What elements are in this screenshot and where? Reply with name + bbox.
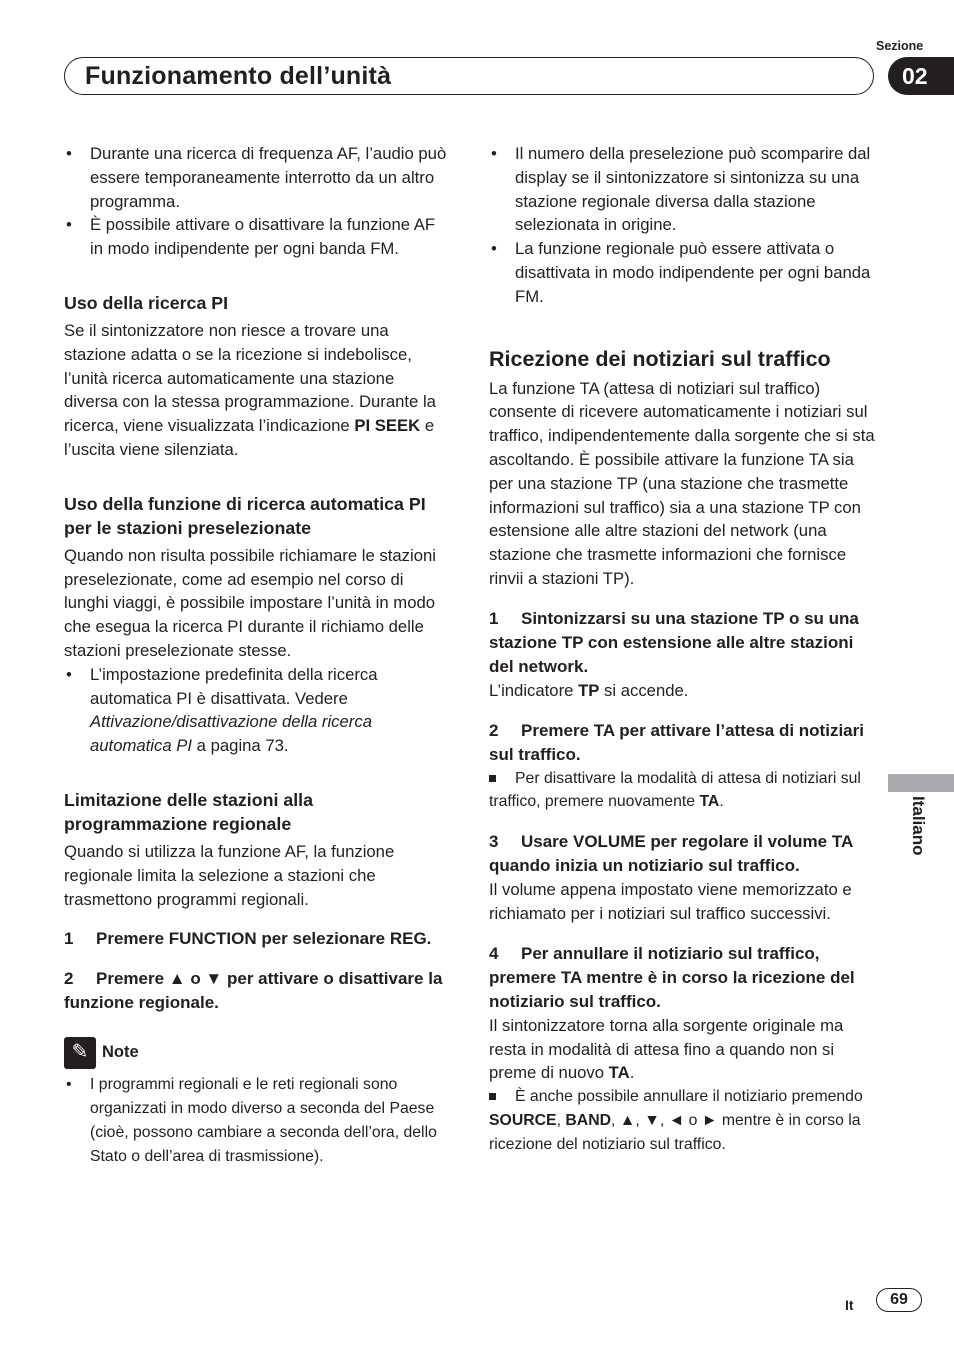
right-column xyxy=(489,142,877,1157)
square-bullet-item: È anche possibile annullare il notiziario premendo SOURCE, BAND, ▲, ▼, ◄ o ► mentre è in corso la ricezione del notiziario sul traffico. xyxy=(489,1088,863,1153)
bullet-item: • Il numero della preselezione può scomparire dal display se il sintonizzatore si sintonizza su una stazione regionale diversa dalla stazione selezionata in origine. xyxy=(489,142,877,237)
square-bullet-item: Per disattivare la modalità di attesa di notiziari sul traffico, premere nuovamente TA. xyxy=(489,769,861,811)
paragraph-auto-pi: Quando non risulta possibile richiamare le stazioni preselezionate, come ad esempio nel corso di lunghi viaggi, è possibile impostare l’unità in modo che esegua la ricerca PI durante il richiamo delle stazioni preselezionate stesse. xyxy=(64,545,436,660)
heading-traffic-news: Ricezione dei notiziari sul traffico xyxy=(489,346,831,371)
heading-regional: Limitazione delle stazioni alla programmazione regionale xyxy=(64,789,313,834)
heading-auto-pi: Uso della funzione di ricerca automatica PI per le stazioni preselezionate xyxy=(64,493,426,538)
square-bullet-icon xyxy=(489,1093,496,1100)
bullet-item: • È possibile attivare o disattivare la funzione AF in modo indipendente per ogni banda FM. xyxy=(64,213,452,261)
bullet-item: • Durante una ricerca di frequenza AF, l’audio può essere temporaneamente interrotto da un altro programma. xyxy=(64,142,452,213)
language-label: Italiano xyxy=(909,796,928,856)
step-1-result: L’indicatore TP si accende. xyxy=(489,680,689,700)
bullet-item: • La funzione regionale può essere attivata o disattivata in modo indipendente per ogni banda FM. xyxy=(489,237,877,308)
step-4: 4 Per annullare il notiziario sul traffico, premere TA mentre è in corso la ricezione del notiziario sul traffico. xyxy=(489,943,855,1011)
step-1: 1 Premere FUNCTION per selezionare REG. xyxy=(64,929,432,949)
note-bullet: • I programmi regionali e le reti regionali sono organizzati in modo diverso a seconda del Paese (cioè, possono cambiare a seconda dell’ora, dello Stato o dell’area di trasmissione). xyxy=(64,1073,452,1168)
pi-seek-indicator: PI SEEK xyxy=(354,416,421,436)
language-tab xyxy=(888,774,954,792)
header-banner xyxy=(64,57,874,95)
heading-pi-search: Uso della ricerca PI xyxy=(64,292,229,313)
left-column xyxy=(64,142,452,1169)
paragraph-pi-search: Se il sintonizzatore non riesce a trovare una stazione adatta o se la ricezione si indebolisce, l’unità ricerca automaticamente una stazione diversa con la stessa programmazione. Durante la ricerca, viene visualizzata l’indicazione PI SEEK e l’uscita viene silenziata. xyxy=(64,320,436,459)
note-header xyxy=(64,1037,452,1069)
page-number: 69 xyxy=(876,1288,922,1312)
note-label: Note xyxy=(102,1043,139,1062)
page-title: Funzionamento dell’unità xyxy=(85,62,392,90)
step-2: 2 Premere ▲ o ▼ per attivare o disattivare la funzione regionale. xyxy=(64,969,443,1013)
bullet-item: • L’impostazione predefinita della ricerca automatica PI è disattivata. Vedere Attivazione/disattivazione della ricerca automatica PI a pagina 73. xyxy=(64,663,452,758)
step-4-result: Il sintonizzatore torna alla sorgente originale ma resta in modalità di attesa fino a quando non si preme di nuovo TA. xyxy=(489,1015,844,1083)
paragraph-regional: Quando si utilizza la funzione AF, la funzione regionale limita la selezione a stazioni che trasmettono programmi regionali. xyxy=(64,841,395,909)
tp-indicator: TP xyxy=(578,680,600,700)
square-bullet-icon xyxy=(489,775,496,782)
cross-reference-link: Attivazione/disattivazione della ricerca automatica PI xyxy=(90,712,372,756)
note-pencil-icon: ✎ xyxy=(64,1037,96,1069)
step-3-result: Il volume appena impostato viene memorizzato e richiamato per i notiziari sul traffico successivi. xyxy=(489,880,852,923)
section-number-badge: 02 xyxy=(888,57,954,95)
step-3: 3 Usare VOLUME per regolare il volume TA quando inizia un notiziario sul traffico. xyxy=(489,832,853,876)
footer-language-code: It xyxy=(845,1297,854,1313)
step-1: 1 Sintonizzarsi su una stazione TP o su una stazione TP con estensione alle altre stazioni del network. xyxy=(489,608,859,676)
section-label: Sezione xyxy=(876,39,924,53)
step-2: 2 Premere TA per attivare l’attesa di notiziari sul traffico. xyxy=(489,720,864,764)
paragraph-traffic-news: La funzione TA (attesa di notiziari sul traffico) consente di ricevere automaticamente i notiziari sul traffico, indipendentemente dalla sorgente che si sta ascoltando. È possibile attivare la funzione TA sia per una stazione TP (una stazione che trasmette informazioni sul traffico) sia a una stazione TP con estensione alle altre stazioni del network (una stazione che trasmette informazioni che fornisce rinvii a stazioni TP). xyxy=(489,378,875,588)
